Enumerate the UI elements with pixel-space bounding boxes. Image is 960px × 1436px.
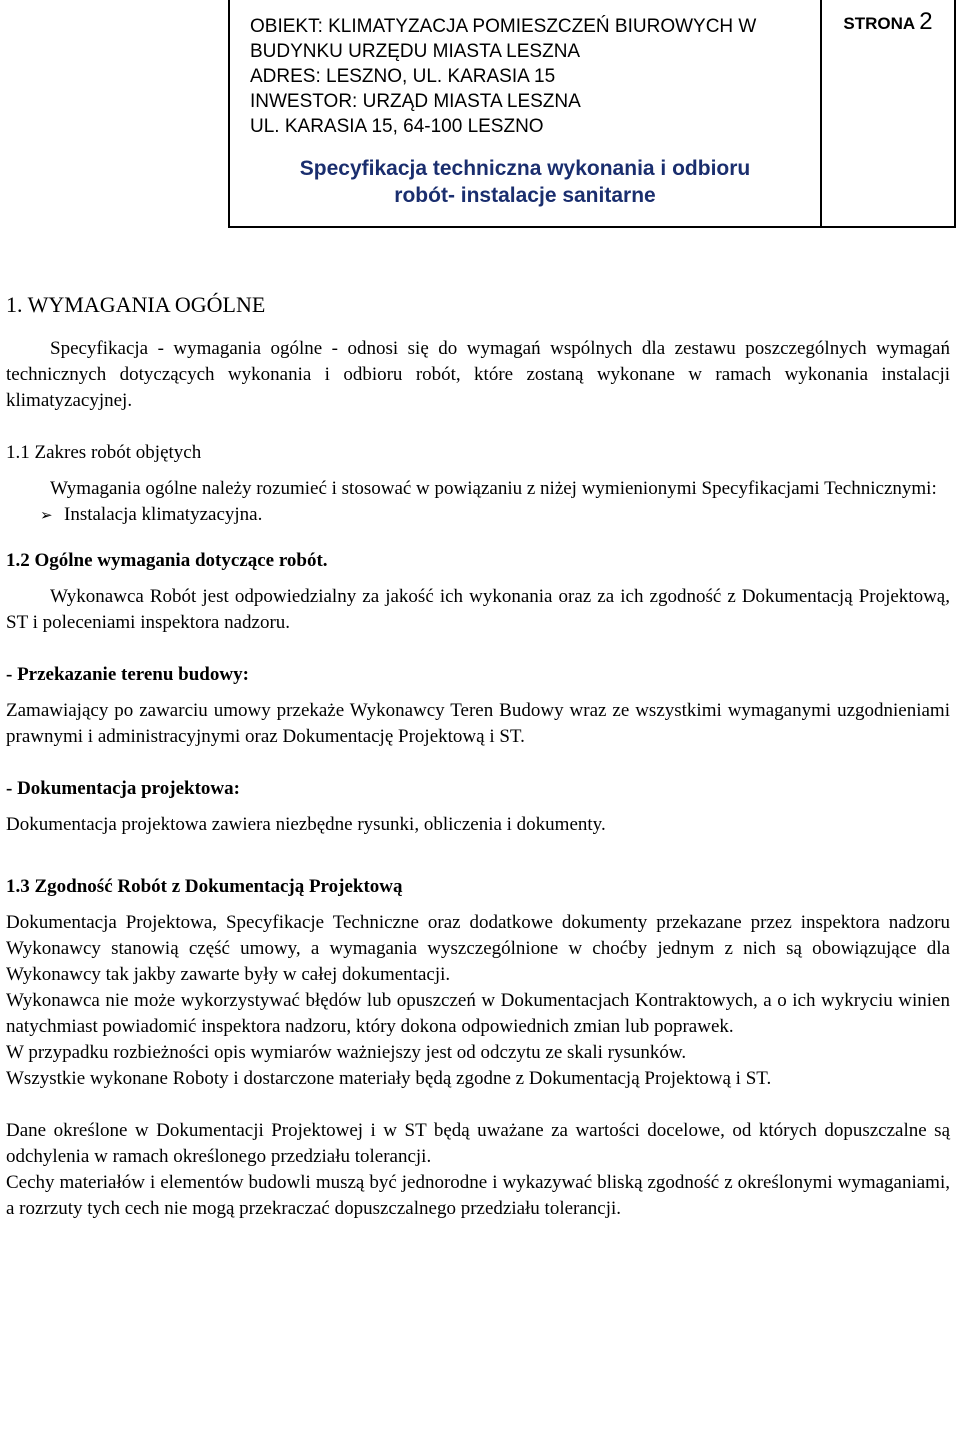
section-heading-1-2: 1.2 Ogólne wymagania dotyczące robót. bbox=[6, 550, 328, 571]
project-documentation-text: Dokumentacja projektowa zawiera niezbędne rysunki, obliczenia i dokumenty. bbox=[6, 814, 606, 835]
section-heading-1: 1. WYMAGANIA OGÓLNE bbox=[6, 292, 266, 317]
site-handover-text: Zamawiający po zawarciu umowy przekaże Wykonawcy Teren Budowy wraz ze wszystkimi wymaganymi uzgodnieniami prawnymi i administracyjnymi oraz Dokumentację Projektową i ST. bbox=[6, 700, 950, 747]
document-title-line2: robót- instalacje sanitarne bbox=[394, 184, 656, 207]
subheading-project-documentation: - Dokumentacja projektowa: bbox=[6, 778, 240, 799]
section-1-intro: Specyfikacja - wymagania ogólne - odnosi się do wymagań wspólnych dla zestawu poszczególnych wymagań technicznych dotyczących wykonania i odbioru robót, które zostaną wykonane w ramach wykonania instalacji klimatyzacyjnej. bbox=[6, 338, 950, 411]
section-1-3-paragraph-3: W przypadku rozbieżności opis wymiarów ważniejszy jest od odczytu ze skali rysunków. bbox=[6, 1042, 687, 1063]
section-1-3-paragraph-1: Dokumentacja Projektowa, Specyfikacje Techniczne oraz dodatkowe dokumenty przekazane przez inspektora nadzoru Wykonawcy stanowią część umowy, a wymagania wyszczególnione w choćby jednym z nich są obowiązujące dla Wykonawcy tak jakby zawarte były w całej dokumentacji. bbox=[6, 912, 950, 985]
document-title-line1: Specyfikacja techniczna wykonania i odbioru bbox=[299, 157, 751, 180]
section-1-2-text: Wykonawca Robót jest odpowiedzialny za jakość ich wykonania oraz za ich zgodność z Dokumentacją Projektową, ST i poleceniami inspektora nadzoru. bbox=[6, 586, 950, 633]
section-1-3-paragraph-2: Wykonawca nie może wykorzystywać błędów lub opuszczeń w Dokumentacjach Kontraktowych, a o ich wykryciu winien natychmiast powiadomić inspektora nadzoru, który dokona odpowiednich zmian lub poprawek. bbox=[6, 990, 950, 1037]
subheading-site-handover: - Przekazanie terenu budowy: bbox=[6, 664, 249, 685]
section-heading-1-1: 1.1 Zakres robót objętych bbox=[6, 442, 202, 463]
header-building-line: BUDYNKU URZĘDU MIASTA LESZNA bbox=[250, 41, 581, 62]
section-heading-1-3: 1.3 Zgodność Robót z Dokumentacją Projektową bbox=[6, 876, 403, 897]
header-info bbox=[230, 0, 822, 226]
page-number: 2 bbox=[919, 8, 933, 35]
section-1-3-paragraph-5: Dane określone w Dokumentacji Projektowej i w ST będą uważane za wartości docelowe, od których dopuszczalne są odchylenia w ramach określonego przedziału tolerancji. bbox=[6, 1120, 950, 1167]
section-1-3-paragraph-6: Cechy materiałów i elementów budowli muszą być jednorodne i wykazywać bliską zgodność z określonymi wymaganiami, a rozrzuty tych cech nie mogą przekraczać dopuszczalnego przedziału tolerancji. bbox=[6, 1172, 950, 1219]
list-item-label: Instalacja klimatyzacyjna. bbox=[64, 504, 263, 525]
page-label: STRONA bbox=[843, 14, 916, 33]
section-1-3-paragraph-4: Wszystkie wykonane Roboty i dostarczone materiały będą zgodne z Dokumentacją Projektową i ST. bbox=[6, 1068, 772, 1089]
document-body bbox=[6, 292, 950, 1222]
section-1-1-text: Wymagania ogólne należy rozumieć i stosować w powiązaniu z niżej wymienionymi Specyfikacjami Technicznymi: bbox=[50, 478, 937, 499]
page-number-box bbox=[822, 0, 954, 226]
page-header bbox=[228, 0, 956, 228]
header-investor-line: INWESTOR: URZĄD MIASTA LESZNA bbox=[250, 91, 581, 112]
arrow-bullet-icon: ➢ bbox=[40, 506, 53, 524]
list-item bbox=[6, 502, 950, 528]
header-investor-address-line: UL. KARASIA 15, 64-100 LESZNO bbox=[250, 116, 544, 137]
header-address-line: ADRES: LESZNO, UL. KARASIA 15 bbox=[250, 66, 556, 87]
header-object-line: OBIEKT: KLIMATYZACJA POMIESZCZEŃ BIUROWYCH W bbox=[250, 16, 757, 37]
